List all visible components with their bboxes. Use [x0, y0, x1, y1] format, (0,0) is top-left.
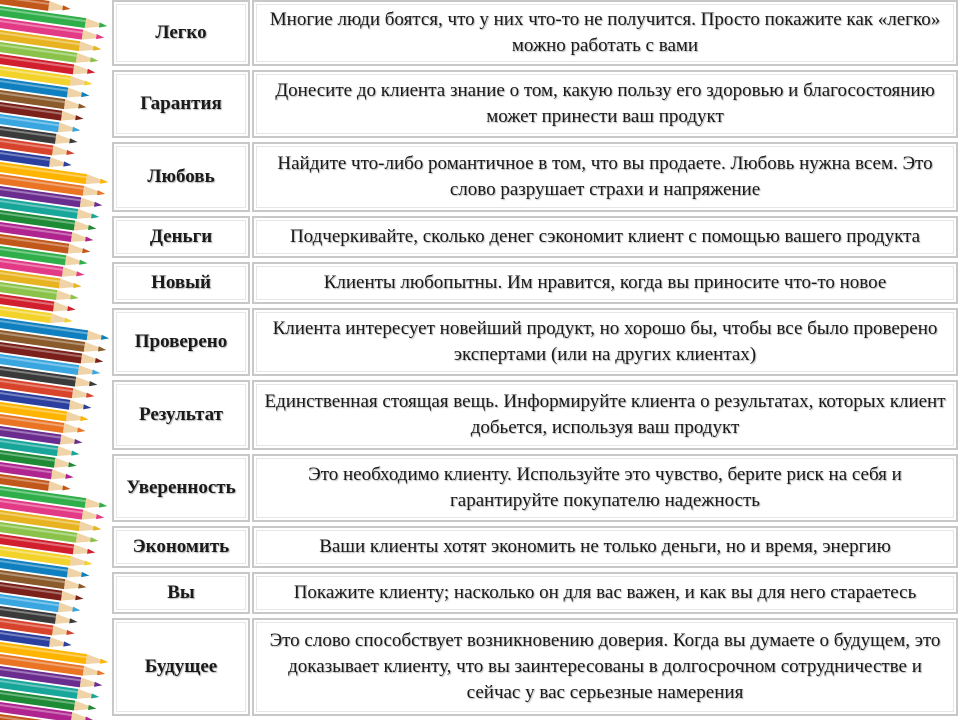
word-cell: Вы [112, 572, 250, 614]
table-row [112, 618, 958, 716]
description-cell: Покажите клиенту; насколько он для вас важен, и как вы для него стараетесь [252, 572, 958, 614]
word-cell: Уверенность [112, 454, 250, 522]
table-row [112, 70, 958, 138]
power-words-table [112, 0, 960, 720]
word-cell: Будущее [112, 618, 250, 716]
word-cell: Гарантия [112, 70, 250, 138]
table-row [112, 262, 958, 304]
description-cell: Донесите до клиента знание о том, какую пользу его здоровью и благосостоянию может принести ваш продукт [252, 70, 958, 138]
word-cell: Проверено [112, 308, 250, 376]
description-cell: Подчеркивайте, сколько денег сэкономит клиент с помощью вашего продукта [252, 216, 958, 258]
description-cell: Это необходимо клиенту. Используйте это чувство, берите риск на себя и гарантируйте покупателю надежность [252, 454, 958, 522]
table-row [112, 0, 958, 66]
table-row [112, 380, 958, 450]
table-row [112, 454, 958, 522]
description-cell: Это слово способствует возникновению доверия. Когда вы думаете о будущем, это доказывает клиенту, что вы заинтересованы в долгосрочном сотрудничестве и сейчас у вас серьезные намерения [252, 618, 958, 716]
colored-pencils-decoration [0, 0, 112, 720]
word-cell: Результат [112, 380, 250, 450]
word-cell: Новый [112, 262, 250, 304]
word-cell: Легко [112, 0, 250, 66]
description-cell: Найдите что-либо романтичное в том, что вы продаете. Любовь нужна всем. Это слово разрушает страхи и напряжение [252, 142, 958, 212]
pencils-illustration [0, 0, 112, 720]
word-cell: Любовь [112, 142, 250, 212]
description-cell: Многие люди боятся, что у них что-то не получится. Просто покажите как «легко» можно работать с вами [252, 0, 958, 66]
table-row [112, 526, 958, 568]
description-cell: Ваши клиенты хотят экономить не только деньги, но и время, энергию [252, 526, 958, 568]
word-cell: Деньги [112, 216, 250, 258]
table-row [112, 572, 958, 614]
table-row [112, 308, 958, 376]
table-row [112, 216, 958, 258]
description-cell: Единственная стоящая вещь. Информируйте клиента о результатах, которых клиент добьется, используя ваш продукт [252, 380, 958, 450]
table-row [112, 142, 958, 212]
word-cell: Экономить [112, 526, 250, 568]
description-cell: Клиента интересует новейший продукт, но хорошо бы, чтобы все было проверено экспертами (или на других клиентах) [252, 308, 958, 376]
description-cell: Клиенты любопытны. Им нравится, когда вы приносите что-то новое [252, 262, 958, 304]
